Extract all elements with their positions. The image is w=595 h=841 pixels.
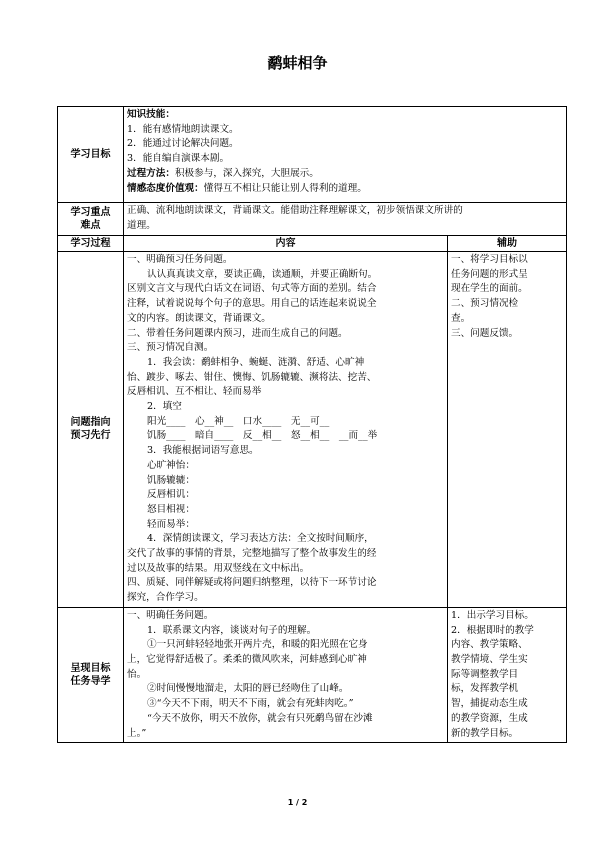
goals-label: 学习目标 <box>58 107 124 203</box>
goal-item: 2．能通过讨论解决问题。 <box>127 138 239 150</box>
page-title: 鹬蚌相争 <box>267 54 328 72</box>
emotion-heading: 情感态度价值观： <box>127 182 204 194</box>
key-row <box>58 203 567 236</box>
preview-content: 一、明确预习任务问题。 认认真真读文章，要读正确，读通顺，并要正确断句。 区别文言文与现代白话文在词语、句式等方面的差别。结合 注释，试着说说每个句子的意思。用自己的话连起来说说全 文的内容。朗读课文，背诵课文。 二、带着任务问题课内预习，进而生成自己的问题。 三、预习情况自测。 1．我会读：鹬蚌相争、蜿蜒、涟漪、舒适、心旷神 怡、踱步、啄去、钳住、懊悔、饥肠辘辘、濒将法、挖苦、 反唇相讥、互不相让、轻而易举 2．填空 阳光____ 心__神__ 口水____ 无__可__ 饥肠____ 暗自____ 反__相__ 怒__相__ __而__举 3．我能根据词语写意思。 心旷神怡： 饥肠辘辘： 反唇相讥： 怒目相视： 轻而易举： 4．深情朗读课文，学习表达方法：全文按时间顺序， 交代了故事的事情的背景，完整地描写了整个故事发生的经 过以及故事的结果。用双竖线在文中标出。 四、质疑、同伴解疑或将问题归纳整理，以待下一环节讨论 探究，合作学习。 <box>124 252 448 608</box>
page-number: 1 / 2 <box>287 798 308 807</box>
header-aid: 辅助 <box>448 236 567 252</box>
header-content: 内容 <box>124 236 448 252</box>
preview-label: 问题指向 预习先行 <box>58 252 124 608</box>
key-content: 正确、流利地朗读课文，背诵课文。能借助注释理解课文，初步领悟课文所讲的 道理。 <box>124 203 567 236</box>
present-aid: 1．出示学习目标。 2．根据即时的教学 内容、教学策略、 教学情境、学生实 际等调整教学目 标，发挥教学机 智，捕捉动态生成 的教学资源，生成 新的教学目标。 <box>448 607 567 742</box>
fill-blank-line: 饥肠____ 暗自____ 反__相__ 怒__相__ __而__举 <box>147 430 378 442</box>
goals-row <box>58 107 567 203</box>
process-text: 积极参与，深入探究，大胆展示。 <box>174 167 319 179</box>
process-header-row <box>58 236 567 252</box>
key-label: 学习重点 难点 <box>58 203 124 236</box>
process-heading: 过程方法： <box>127 167 175 179</box>
header-process: 学习过程 <box>58 236 124 252</box>
fill-blank-line: 阳光____ 心__神__ 口水____ 无__可__ <box>147 415 330 427</box>
knowledge-heading: 知识技能： <box>127 109 175 120</box>
lesson-table <box>57 106 567 743</box>
emotion-text: 懂得互不相让只能让别人得利的道理。 <box>203 182 367 194</box>
goal-item: 1．能有感情地朗读课文。 <box>127 123 239 135</box>
preview-aid: 一、将学习目标以 任务问题的形式呈 现在学生的面前。 二、预习情况检 查。 三、问题反馈。 <box>448 252 567 608</box>
present-label: 呈现目标 任务导学 <box>58 607 124 742</box>
present-content: 一、明确任务问题。 1．联系课文内容，谈谈对句子的理解。 ①一只河蚌轻轻地张开两片壳，和暖的阳光照在它身 上，它觉得舒适极了。柔柔的微风吹来，河蚌感到心旷神 怡。 ②时间慢慢地溜走，太阳的唇已经吻住了山峰。 ③“今天不下雨，明天不下雨，就会有死蚌肉吃。” “今天不放你，明天不放你，就会有只死鹬鸟留在沙滩 上。” <box>124 607 448 742</box>
present-row <box>58 607 567 742</box>
goals-content <box>124 107 567 203</box>
goal-item: 3．能自编自演课本剧。 <box>127 153 230 165</box>
preview-row <box>58 252 567 608</box>
